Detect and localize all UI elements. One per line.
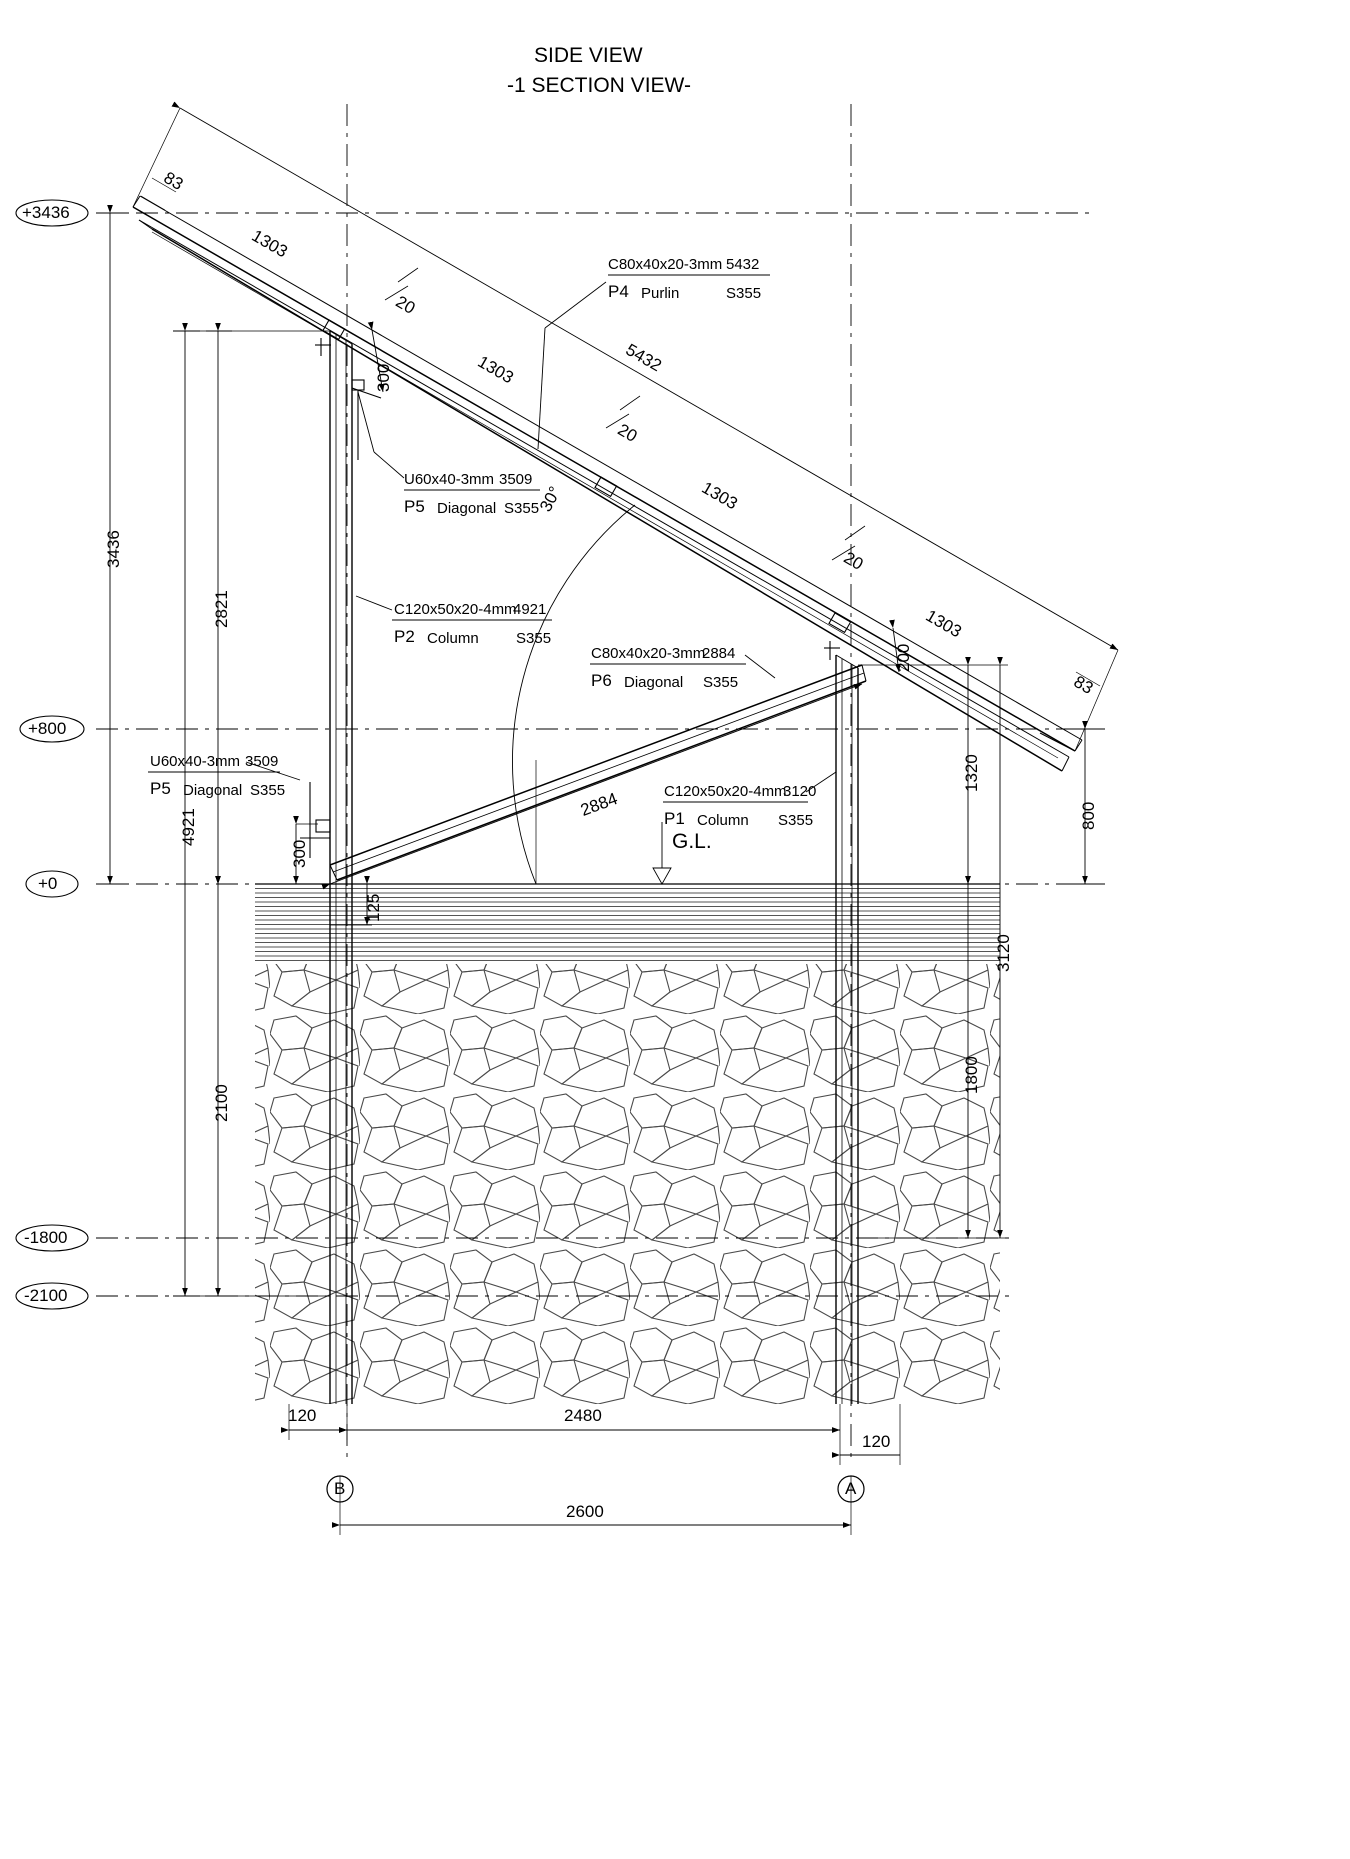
brackets (300, 338, 840, 858)
p2-length: 4921 (513, 601, 547, 618)
dim-120-left: 120 (288, 1406, 317, 1425)
dim-120-right: 120 (862, 1432, 891, 1451)
dim-5432: 5432 (622, 340, 665, 376)
dim-200: 200 (894, 643, 913, 672)
angle-arc (512, 505, 635, 884)
dim-2100: 2100 (212, 1084, 231, 1122)
p1-role: Column (697, 812, 749, 829)
dim-1303-c: 1303 (698, 478, 741, 514)
p1-tag: P1 (664, 809, 685, 828)
p5l-grade: S355 (250, 782, 286, 799)
dim-20-a: 20 (392, 292, 419, 318)
p5u-section: U60x40-3mm (404, 471, 495, 488)
ground-level-label: G.L. (672, 830, 712, 853)
level-markers (16, 200, 88, 1309)
soil-fill (255, 884, 1000, 1404)
dim-2884: 2884 (578, 789, 621, 820)
dim-2821: 2821 (212, 590, 231, 628)
level-label-800: +800 (28, 719, 67, 738)
level-label-3436: +3436 (22, 203, 70, 222)
dim-3436: 3436 (104, 530, 123, 568)
p6-tag: P6 (591, 671, 612, 690)
dim-300-top: 300 (374, 363, 393, 392)
p5u-grade: S355 (504, 500, 540, 517)
dim-1303-a: 1303 (248, 226, 291, 262)
dim-83-bottom: 83 (1070, 672, 1097, 698)
p4-tag: P4 (608, 282, 629, 301)
dim-125: 125 (364, 893, 383, 922)
p5u-tag: P5 (404, 497, 425, 516)
dim-2480: 2480 (564, 1406, 602, 1425)
grid-bubble-a-label: A (845, 1479, 857, 1498)
p2-role: Column (427, 630, 479, 647)
dim-20-c: 20 (840, 548, 867, 574)
p5u-length: 3509 (499, 471, 533, 488)
p4-length: 5432 (726, 256, 760, 273)
grid-bubbles (327, 1476, 864, 1502)
level-label-m1800: -1800 (24, 1228, 68, 1247)
dim-4921: 4921 (179, 808, 198, 846)
dim-1320: 1320 (962, 754, 981, 792)
dim-300-bottom: 300 (290, 839, 309, 868)
grid-bubble-b-label: B (334, 1479, 346, 1498)
p2-tag: P2 (394, 627, 415, 646)
dim-2600: 2600 (566, 1502, 604, 1521)
p5u-role: Diagonal (437, 500, 497, 517)
page-subtitle: -1 SECTION VIEW- (507, 74, 691, 97)
p5l-tag: P5 (150, 779, 171, 798)
p1-length: 3120 (783, 783, 817, 800)
p1-grade: S355 (778, 812, 814, 829)
p6-grade: S355 (703, 674, 739, 691)
dim-1303-b: 1303 (474, 352, 517, 388)
p5l-role: Diagonal (183, 782, 243, 799)
p5l-length: 3509 (245, 753, 279, 770)
dim-3120: 3120 (994, 934, 1013, 972)
diagonal-p6 (330, 665, 866, 880)
p6-section: C80x40x20-3mm (591, 645, 706, 662)
dim-1800: 1800 (962, 1056, 981, 1094)
angle-label: 30° (536, 483, 565, 515)
p1-section: C120x50x20-4mm (664, 783, 787, 800)
p4-role: Purlin (641, 285, 680, 302)
p2-grade: S355 (516, 630, 552, 647)
dim-83-top: 83 (160, 168, 187, 194)
p6-length: 2884 (702, 645, 736, 662)
dim-800: 800 (1079, 801, 1098, 830)
level-label-0: +0 (38, 874, 58, 893)
p6-role: Diagonal (624, 674, 684, 691)
p4-section: C80x40x20-3mm (608, 256, 723, 273)
p4-grade: S355 (726, 285, 762, 302)
dim-1303-d: 1303 (922, 606, 965, 642)
level-label-m2100: -2100 (24, 1286, 68, 1305)
page-title: SIDE VIEW (534, 44, 643, 67)
p2-section: C120x50x20-4mm (394, 601, 517, 618)
p5l-section: U60x40-3mm (150, 753, 241, 770)
dim-20-b: 20 (614, 420, 641, 446)
